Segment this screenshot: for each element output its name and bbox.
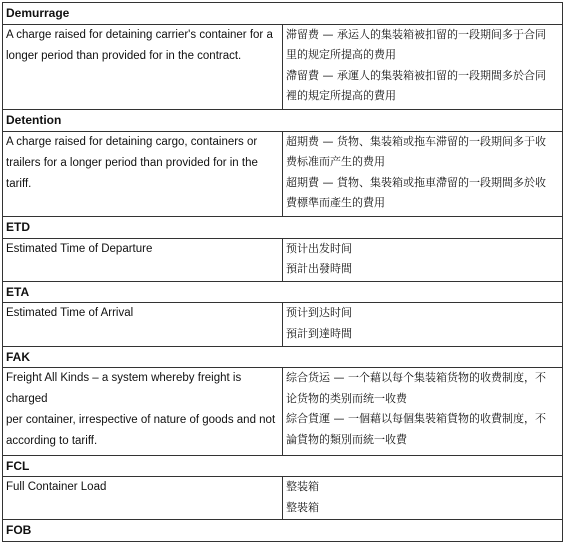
term-row-demurrage <box>3 3 563 25</box>
english-line: trailers for a longer period than provided for in the tariff. <box>6 156 258 190</box>
chinese-line: 整装箱 <box>286 480 319 494</box>
definition-row-demurrage <box>3 24 563 109</box>
term-row-fak <box>3 346 563 368</box>
term-row-detention <box>3 109 563 131</box>
english-definition <box>3 24 283 109</box>
chinese-line: 预计出发时间 <box>286 241 352 255</box>
chinese-line: 预计到达时间 <box>286 306 352 320</box>
english-line: Full Container Load <box>6 481 107 494</box>
chinese-line: 超期费 — 货物、集装箱或拖车滞留的一段期间多于收 <box>286 134 546 148</box>
definition-row-fcl <box>3 477 563 520</box>
chinese-definition <box>283 477 563 520</box>
english-line: Estimated Time of Arrival <box>6 307 134 320</box>
chinese-line: 综合货运 — 一个藉以每个集装箱货物的收费制度，不 <box>286 371 546 385</box>
definition-row-fak <box>3 368 563 455</box>
chinese-line: 费标准而产生的费用 <box>286 155 385 169</box>
english-line: longer period than provided for in the contract. <box>6 49 242 62</box>
glossary-body <box>3 3 563 542</box>
english-line: according to tariff. <box>6 435 98 448</box>
term-heading-demurrage: Demurrage <box>3 3 563 25</box>
chinese-definition <box>283 131 563 216</box>
chinese-line: 滞留费 — 承运人的集装箱被扣留的一段期间多于合同 <box>286 27 546 41</box>
chinese-definition <box>283 368 563 455</box>
chinese-line: 裡的規定所提高的費用 <box>286 89 396 103</box>
english-definition <box>3 238 283 281</box>
english-line: Estimated Time of Departure <box>6 242 153 255</box>
glossary-table <box>2 2 563 542</box>
english-definition <box>3 368 283 455</box>
term-row-eta <box>3 281 563 303</box>
definition-row-etd <box>3 238 563 281</box>
english-definition <box>3 477 283 520</box>
term-row-fob <box>3 520 563 542</box>
term-heading-fcl: FCL <box>3 455 563 477</box>
english-line: A charge raised for detaining carrier's container for a <box>6 28 273 41</box>
chinese-line: 綜合貨運 — 一個藉以每個集裝箱貨物的收費制度，不 <box>286 412 546 426</box>
definition-row-eta <box>3 303 563 346</box>
chinese-line: 论货物的类别而统一收费 <box>286 391 407 405</box>
chinese-definition <box>283 24 563 109</box>
english-line: per container, irrespective of nature of goods and not <box>6 414 276 427</box>
chinese-definition <box>283 303 563 346</box>
chinese-line: 整裝箱 <box>286 500 319 514</box>
chinese-line: 滯留費 — 承運人的集裝箱被扣留的一段期間多於合同 <box>286 68 546 82</box>
term-heading-fob: FOB <box>3 520 563 542</box>
english-definition <box>3 131 283 216</box>
chinese-definition <box>283 238 563 281</box>
chinese-line: 超期費 — 貨物、集裝箱或拖車滯留的一段期間多於收 <box>286 175 546 189</box>
term-heading-detention: Detention <box>3 109 563 131</box>
term-heading-etd: ETD <box>3 216 563 238</box>
definition-row-detention <box>3 131 563 216</box>
chinese-line: 費標準而產生的費用 <box>286 196 385 210</box>
english-definition <box>3 303 283 346</box>
english-line: Freight All Kinds – a system whereby freight is charged <box>6 372 242 406</box>
chinese-line: 里的规定所提高的费用 <box>286 48 396 62</box>
term-heading-fak: FAK <box>3 346 563 368</box>
term-heading-eta: ETA <box>3 281 563 303</box>
term-row-fcl <box>3 455 563 477</box>
chinese-line: 預計出發時間 <box>286 262 352 276</box>
chinese-line: 預計到達時間 <box>286 326 352 340</box>
english-line: A charge raised for detaining cargo, containers or <box>6 135 258 148</box>
term-row-etd <box>3 216 563 238</box>
chinese-line: 論貨物的類別而統一收費 <box>286 432 407 446</box>
